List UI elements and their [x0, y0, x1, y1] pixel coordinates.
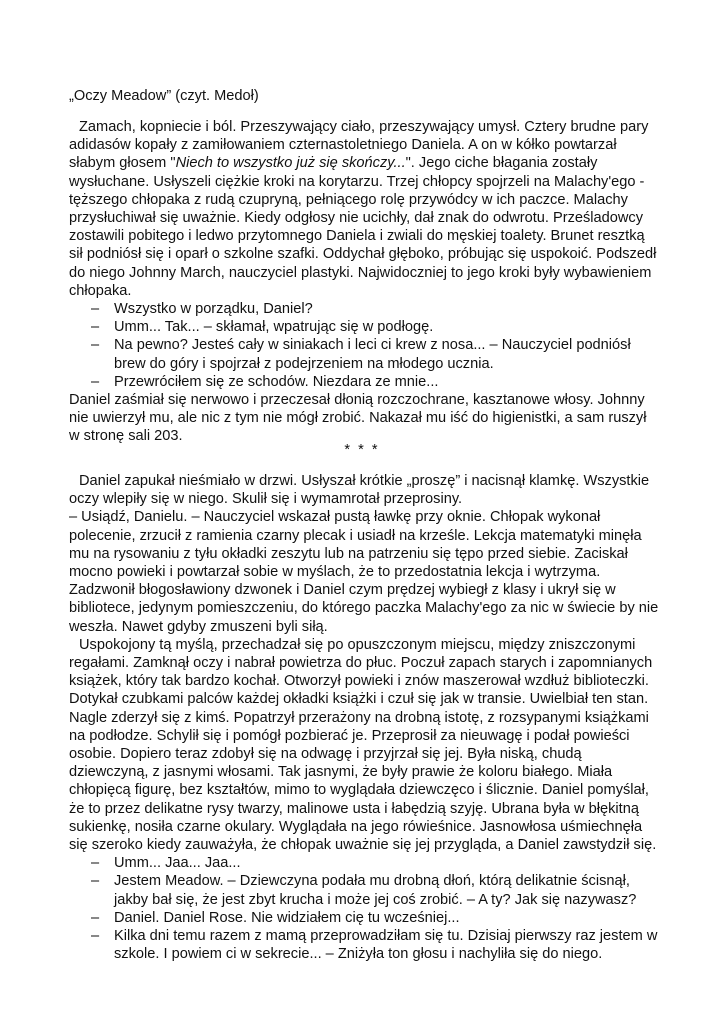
paragraph-text: ". Jego ciche błagania zostały wysłuchane. Usłyszeli ciężkie kroki na korytarzu. Trzej chłopcy spojrzeli na Malachy'ego - tęższego chłopaka z rudą czupryną, pełniącego rolę przywódcy w ich paczce. Malachy przysłuchiwał się uważnie. Kiedy odgłosy nie ucichły, dał znak do odwrotu. Prześladowcy zostawili pobitego i ledwo przytomnego Daniela i zwiali do męskiej toalety. Brunet resztką sił podniósł się i oparł o szkolne szafki. Oddychał głęboko, próbując się uspokoić. Podszedł do niego Johnny March, nauczyciel plastyki. Najwidoczniej to jego kroki były wybawieniem chłopaka.: [69, 155, 657, 299]
dialogue-line: – Daniel. Daniel Rose. Nie widziałem cię tu wcześniej...: [69, 909, 659, 927]
dialogue-list: [69, 300, 659, 391]
closing-paragraph: Daniel zaśmiał się nerwowo i przeczesał dłonią rozczochrane, kasztanowe włosy. Johnny nie uwierzył mu, ale nic z tym nie mógł zrobić. Nakazał mu iść do higienistki, a sam ruszył w stronę sali 203.: [69, 392, 647, 445]
dialogue-line: – Kilka dni temu razem z mamą przeprowadziłam się tu. Dzisiaj pierwszy raz jestem w szkole. I powiem ci w sekrecie... – Zniżyła ton głosu i nachyliła się do niego.: [69, 927, 659, 963]
dialogue-line: – Przewróciłem się ze schodów. Niezdara ze mnie...: [69, 373, 659, 391]
dialogue-line: – Umm... Jaa... Jaa...: [69, 854, 659, 872]
paragraph-text: Zamach, kopniecie i ból. Przeszywający ciało, przeszywający umysł. Cztery brudne pary adidasów kopały z zamiłowaniem czternastoletniego Daniela. A on w kółko powtarzał słabym głosem ": [69, 119, 649, 172]
section-one: [69, 118, 659, 446]
paragraph: – Usiądź, Danielu. – Nauczyciel wskazał pustą ławkę przy oknie. Chłopak wykonał polecenie, zrzucił z ramienia czarny plecak i usiadł na krześle. Lekcja matematyki minęła mu na rysowaniu z tyłu okładki zeszytu lub na patrzeniu się tępo przed siebie. Zaciskał mocno powieki i powtarzał sobie w myślach, że to przedostatnia lekcja i wytrzyma. Zadzwonił błogosławiony dzwonek i Daniel czym prędzej wybiegł z klasy i ukrył się w bibliotece, jedynym pomieszczeniu, do którego paczka Malachy'ego za nic w świecie by nie weszła. Nawet gdyby zmuszeni byli siłą.: [69, 509, 659, 635]
paragraph: Daniel zapukał nieśmiało w drzwi. Usłyszał krótkie „proszę” i nacisnął klamkę. Wszystkie oczy wlepiły się w niego. Skulił się i wymamrotał przeprosiny.: [69, 473, 650, 508]
section-separator: * * *: [344, 442, 380, 458]
paragraph: Uspokojony tą myślą, przechadzał się po opuszczonym miejscu, między zniszczonymi regałami. Zamknął oczy i nabrał powietrza do płuc. Poczuł zapach starych i zapomnianych książek, który tak bardzo kochał. Otworzył powieki i znów maszerował wzdłuż biblioteczki. Dotykał czubkami palców każdej okładki książki i czuł się jak w transie. Uwielbiał ten stan. Nagle zderzył się z kimś. Popatrzył przerażony na drobną istotę, z rozsypanymi książkami na podłodze. Schylił się i pomógł pozbierać je. Przeprosił za nieuwagę i podał powieści osobie. Dopiero teraz zdobył się na odwagę i przyjrzał się jej. Była niską, chudą dziewczyną, z jasnymi włosami. Tak jasnymi, że były prawie że koloru białego. Miała chłopięcą figurę, bez kształtów, mimo to wyglądała dziewczęco i ślicznie. Daniel pomyślał, że to przez delikatne rysy twarzy, malinowe usta i łabędzią szyję. Ubrana była w błękitną sukienkę, nosiła czarne okulary. Wyglądała na jego rówieśnice. Jasnowłosa uśmiechnęła się szeroko kiedy zauważyła, że chłopak uważnie się jej przygląda, a Daniel zawstydził się.: [69, 636, 657, 854]
dialogue-line: – Umm... Tak... – skłamał, wpatrując się w podłogę.: [69, 318, 659, 336]
dialogue-list: [69, 854, 659, 963]
dialogue-line: – Wszystko w porządku, Daniel?: [69, 300, 659, 318]
section-two: [69, 472, 659, 963]
opening-paragraph: [69, 118, 659, 300]
dialogue-line: – Jestem Meadow. – Dziewczyna podała mu drobną dłoń, którą delikatnie ścisnął, jakby bał się, że jest zbyt krucha i może jej coś zrobić. – A ty? Jak się nazywasz?: [69, 872, 659, 908]
dialogue-line: – Na pewno? Jesteś cały w siniakach i leci ci krew z nosa... – Nauczyciel podniósł brew do góry i spojrzał z podejrzeniem na młodego ucznia.: [69, 336, 659, 372]
story-title: „Oczy Meadow” (czyt. Medoł): [69, 88, 259, 104]
italic-quote: Niech to wszystko już się skończy...: [175, 155, 406, 172]
